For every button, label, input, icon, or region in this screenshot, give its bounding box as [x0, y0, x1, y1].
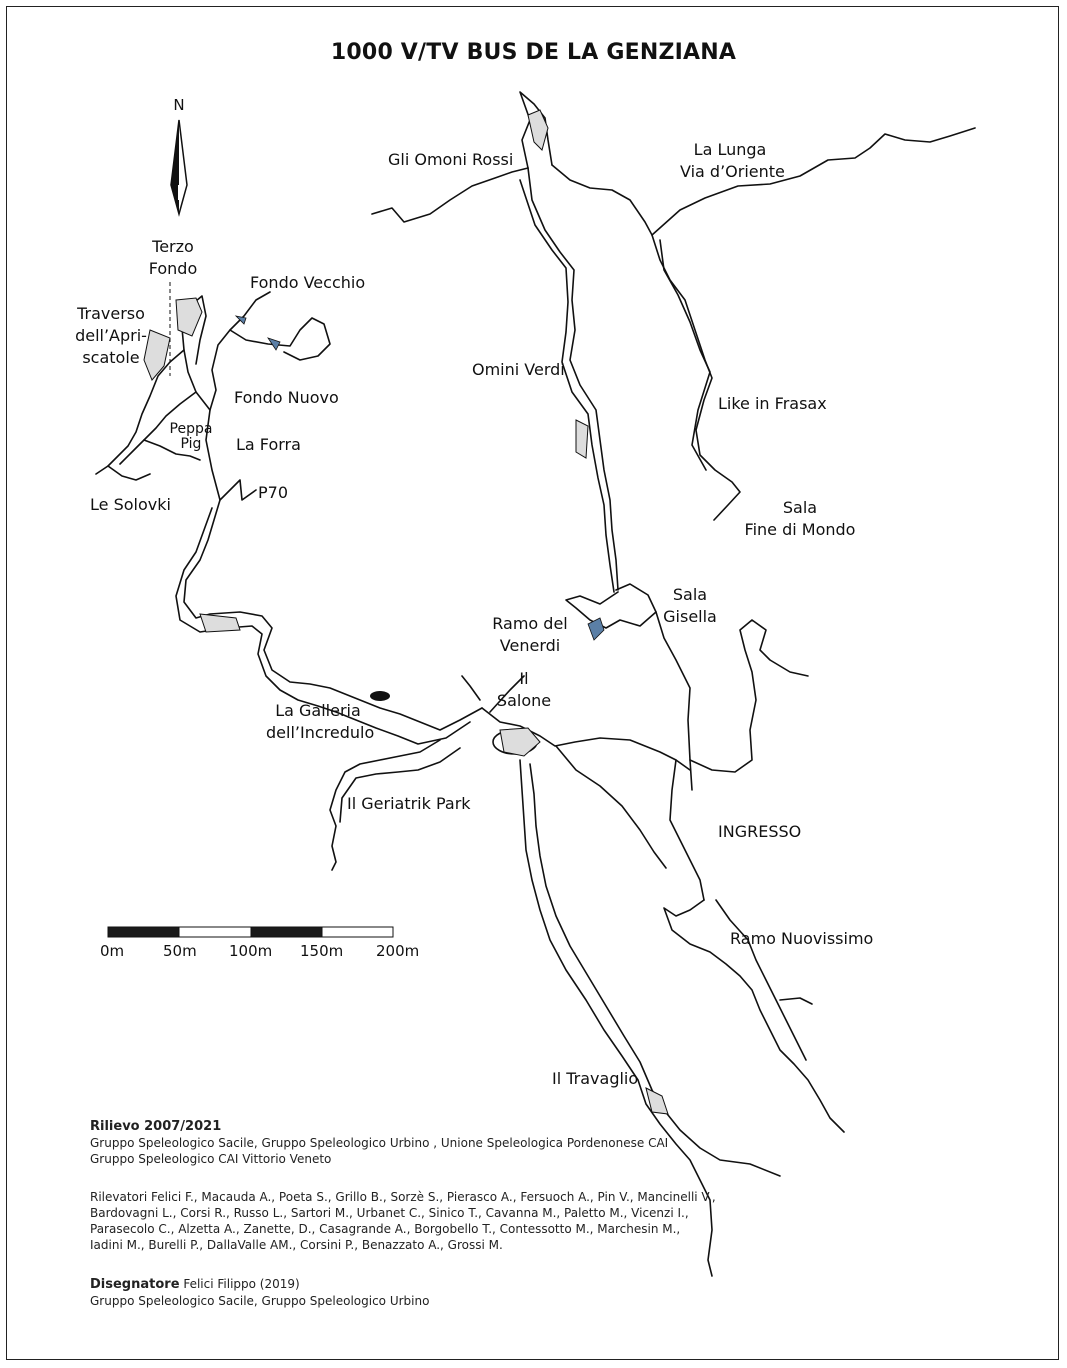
label-terzo-fondo-line1: Terzo [152, 237, 194, 256]
passage-fondo-vecchio [230, 318, 330, 360]
north-label: N [173, 96, 185, 114]
map-title: 1000 V/TV BUS DE LA GENZIANA [330, 40, 737, 65]
label-p70: P70 [258, 483, 289, 502]
rilievo-heading: Rilievo 2007/2021 [90, 1119, 222, 1134]
label-sala-fine-line2: Fine di Mondo [744, 520, 856, 539]
scale-tick-150: 150m [300, 942, 344, 960]
label-fondo-nuovo: Fondo Nuovo [234, 388, 339, 407]
label-terzo-fondo-line2: Fondo [148, 259, 198, 278]
rilevatori-line4: Iadini M., Burelli P., DallaValle AM., Corsini P., Benazzato A., Grossi M. [90, 1238, 503, 1252]
label-il-travaglio: Il Travaglio [552, 1069, 639, 1088]
disegnatore-heading: Disegnatore [90, 1277, 180, 1292]
scale-tick-200: 200m [376, 942, 420, 960]
disegnatore-name: Felici Filippo (2019) [183, 1277, 300, 1291]
passage-sala-gisella [566, 584, 656, 628]
credits-rilevatori [90, 1189, 716, 1253]
label-sala-gisella-line2: Gisella [663, 607, 717, 626]
scale-tick-100: 100m [229, 942, 273, 960]
label-il-salone-line1: Il [519, 669, 529, 688]
passage-ingresso [670, 760, 704, 900]
label-ingresso: INGRESSO [718, 822, 802, 841]
credits-disegnatore [90, 1276, 429, 1309]
credits-rilievo [90, 1118, 668, 1167]
chamber-dark [370, 691, 390, 701]
scale-tick-0: 0m [100, 942, 125, 960]
label-terzo-fondo [140, 236, 206, 280]
label-ramo-venerdi-line1: Ramo del [492, 614, 568, 633]
label-ramo-venerdi-line2: Venerdi [499, 636, 561, 655]
label-la-forra: La Forra [236, 435, 301, 454]
label-traverso-line2: dell’Apri- [75, 326, 147, 345]
label-like-in-frasax: Like in Frasax [718, 394, 827, 413]
label-sala-gisella [658, 584, 722, 628]
label-il-geriatrik-park: Il Geriatrik Park [347, 794, 471, 813]
label-la-galleria [266, 700, 375, 744]
scale-bar [108, 927, 393, 937]
label-peppa-pig-line2: Pig [180, 436, 202, 452]
label-la-lunga-line1: La Lunga [693, 140, 767, 159]
label-ramo-del-venerdi [486, 613, 574, 657]
label-peppa-pig [166, 422, 216, 452]
label-galleria-line2: dell’Incredulo [266, 723, 375, 742]
passage-east-loop [690, 620, 808, 772]
label-traverso [74, 303, 148, 369]
rilevatori-line2: Bardovagni L., Corsi R., Russo L., Sartori M., Urbanet C., Sinico T., Cavanna M., Paletto M., Vicenzi I., [90, 1206, 689, 1220]
rilevatori-line3: Parasecolo C., Alzetta A., Zanette, D., Casagrande A., Borgobello T., Contessotto M., Marchesin M., [90, 1222, 681, 1236]
label-ramo-nuovissimo: Ramo Nuovissimo [730, 929, 874, 948]
cave-chambers [144, 110, 668, 1114]
passage-like-in-frasax [652, 235, 740, 520]
label-omini-verdi: Omini Verdi [472, 360, 565, 379]
scale-tick-50: 50m [163, 942, 197, 960]
label-la-lunga [680, 139, 785, 183]
label-le-solovki: Le Solovki [90, 495, 171, 514]
label-la-lunga-line2: Via d’Oriente [680, 162, 785, 181]
rilievo-line2: Gruppo Speleologico CAI Vittorio Veneto [90, 1152, 332, 1166]
disegnatore-line2: Gruppo Speleologico Sacile, Gruppo Speleologico Urbino [90, 1294, 430, 1308]
label-fondo-vecchio: Fondo Vecchio [250, 273, 366, 292]
label-gli-omoni-rossi: Gli Omoni Rossi [388, 150, 514, 169]
rilievo-line1: Gruppo Speleologico Sacile, Gruppo Speleologico Urbino , Unione Speleologica Pordenonese CAI [90, 1136, 669, 1150]
label-sala-fine-line1: Sala [782, 498, 818, 517]
label-traverso-line1: Traverso [77, 304, 145, 323]
label-sala-gisella-line1: Sala [672, 585, 708, 604]
label-il-salone [492, 668, 556, 712]
label-traverso-line3: scatole [82, 348, 140, 367]
north-arrow-icon [171, 120, 187, 214]
label-sala-fine-di-mondo [738, 497, 862, 541]
passage-galleria-incredulo [184, 480, 482, 730]
label-galleria-line1: La Galleria [275, 701, 361, 720]
passage-omoni-rossi-west [372, 168, 528, 222]
label-il-salone-line2: Salone [496, 691, 552, 710]
label-peppa-pig-line1: Peppa [169, 421, 213, 437]
rilevatori-line1: Rilevatori Felici F., Macauda A., Poeta S., Grillo B., Sorzè S., Pierasco A., Fersuoch A., Pin V., Mancinelli V., [90, 1190, 716, 1204]
